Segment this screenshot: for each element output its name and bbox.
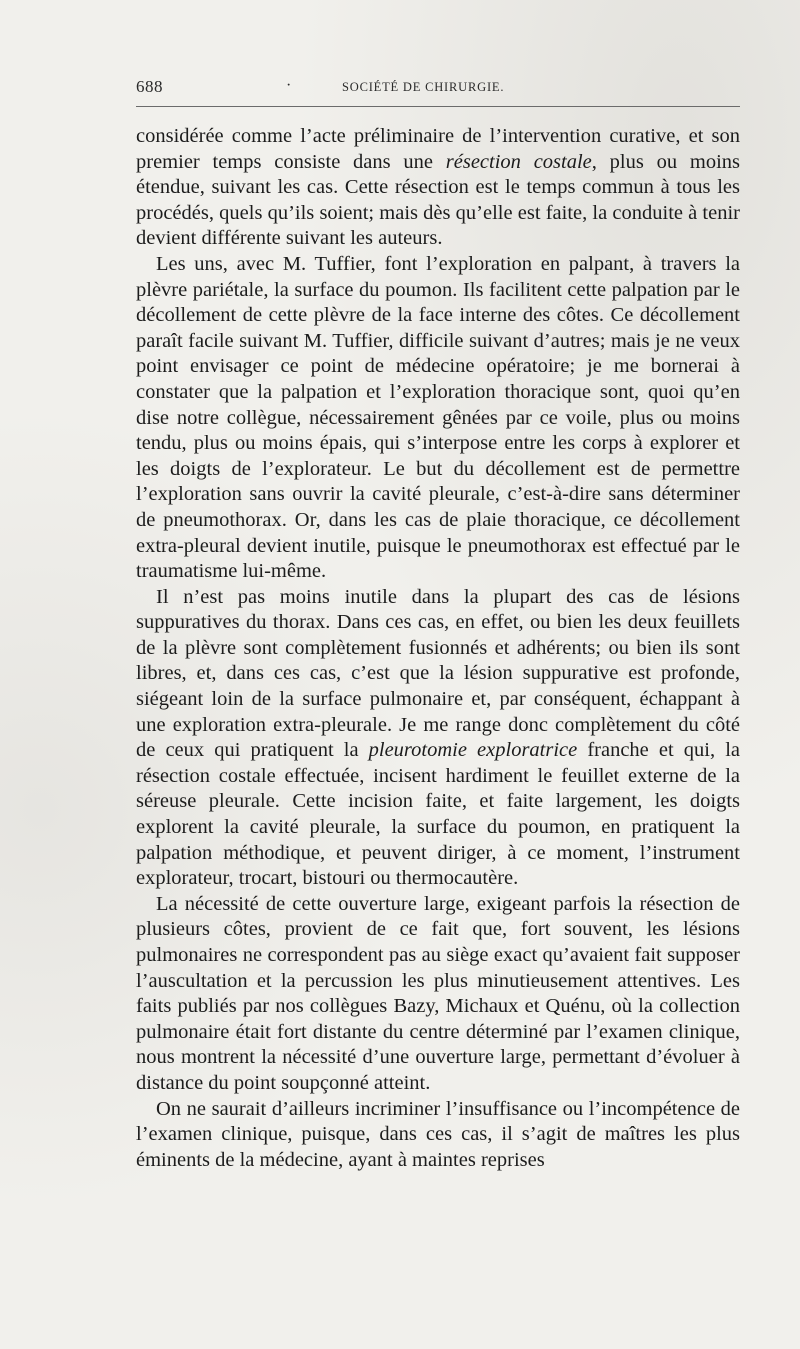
text-segment: Il n’est pas moins inutile dans la plupart des cas de lésions suppuratives du thorax. Dans ces cas, en effet, ou bien les deux feuillets de la plèvre sont complètement fusionnés et adhérents; ou bien ils sont libres, et, dans ces cas, c’est que la lésion suppurative est profonde, siégeant loin de la surface pulmonaire et, par conséquent, échappant à une exploration extra-pleurale. Je me range donc complètement du côté de ceux qui pratiquent la — [136, 585, 740, 762]
running-header — [136, 77, 740, 97]
italic-phrase: résection costale — [445, 150, 592, 173]
text-segment: considérée comme l’acte préliminaire de l’intervention curative, et son premier temps consiste dans une — [136, 125, 740, 173]
page-number: 688 — [136, 77, 163, 96]
italic-phrase: pleurotomie exploratrice — [368, 739, 578, 762]
text-segment: On ne saurait d’ailleurs incriminer l’insuffisance ou l’incompétence de l’examen clinique, puisque, dans ces cas, il s’agit de maîtres les plus éminents de la médecine, ayant à maintes reprises — [136, 1097, 740, 1171]
paragraph — [136, 124, 740, 252]
paragraph — [136, 252, 740, 585]
header-rule — [136, 106, 740, 107]
text-segment: franche et qui, la résection costale effectuée, incisent hardiment le feuillet externe de la séreuse pleurale. Cette incision faite, et faite largement, les doigts explorent la cavité pleurale, la surface du poumon, en pratiquent la palpation méthodique, et peuvent diriger, à ce moment, l’instrument explorateur, trocart, bistouri ou thermocautère. — [136, 739, 740, 890]
paragraph — [136, 1097, 740, 1174]
body-text — [136, 124, 740, 1173]
text-segment: , plus ou moins étendue, suivant les cas. Cette résection est le temps commun à tous les procédés, quels qu’ils soient; mais dès qu’elle est faite, la conduite à tenir devient différente suivant les auteurs. — [136, 150, 740, 250]
paragraph — [136, 585, 740, 892]
text-segment: La nécessité de cette ouverture large, exigeant parfois la résection de plusieurs côtes, provient de ce fait que, fort souvent, les lésions pulmonaires ne correspondent pas au siège exact qu’avaient fait supposer l’auscultation et la percussion les plus minutieusement attentives. Les faits publiés par nos collègues Bazy, Michaux et Quénu, où la collection pulmonaire était fort distante du centre déterminé par l’examen clinique, nous montrent la nécessité d’une ouverture large, permettant d’évoluer à distance du point soupçonné atteint. — [136, 892, 740, 1094]
paragraph — [136, 892, 740, 1097]
text-segment: Les uns, avec M. Tuffier, font l’exploration en palpant, à travers la plèvre pariétale, la surface du poumon. Ils facilitent cette palpation par le décollement de cette plèvre de la face interne des côtes. Ce décollement paraît facile suivant M. Tuffier, difficile suivant d’autres; mais je ne veux point envisager ce point de médecine opératoire; je me bornerai à constater que la palpation et l’exploration thoracique sont, quoi qu’en dise notre collègue, nécessairement gênées par ce voile, plus ou moins tendu, plus ou moins épais, qui s’interpose entre les corps à explorer et les doigts de l’explorateur. Le but du décollement est de permettre l’exploration sans ouvrir la cavité pleurale, c’est-à-dire sans déterminer de pneumothorax. Or, dans les cas de plaie thoracique, ce décollement extra-pleural devient inutile, puisque le pneumothorax est effectué par le traumatisme lui-même. — [136, 252, 740, 583]
header-dot: · — [286, 77, 292, 94]
running-title: SOCIÉTÉ DE CHIRURGIE. — [342, 80, 505, 94]
